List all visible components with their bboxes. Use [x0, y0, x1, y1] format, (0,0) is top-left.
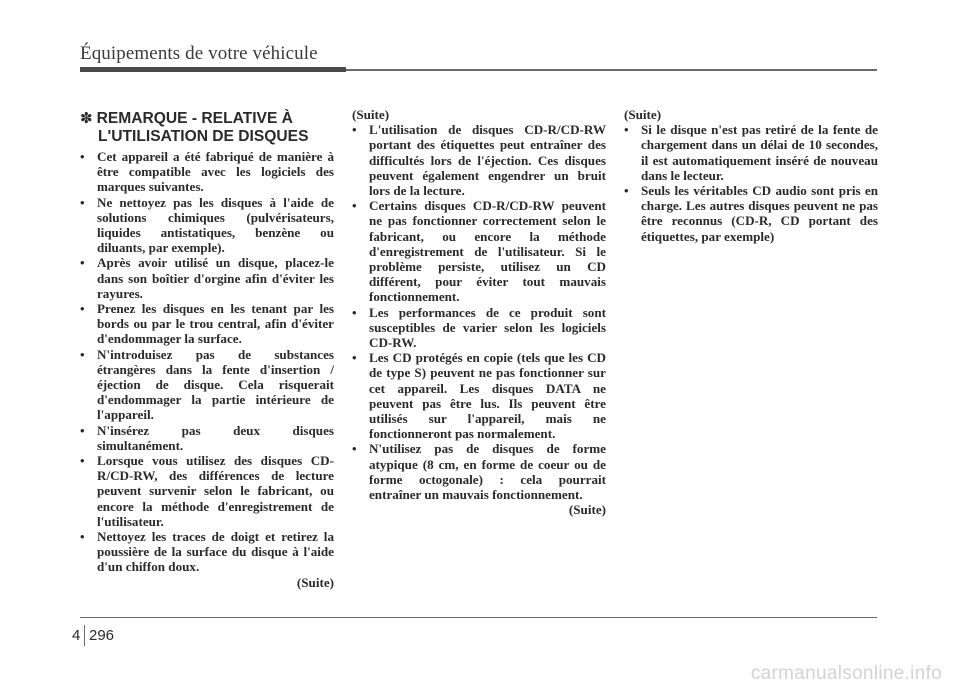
section-heading	[80, 110, 334, 146]
list-item	[80, 453, 334, 529]
list-item	[80, 255, 334, 301]
list-item-text: Seuls les véritables CD audio sont pris en charge. Les autres disques peuvent ne pas être reconnus (CD-R, CD portant des étiquettes, par exemple)	[641, 183, 878, 244]
heading-line-2: L'UTILISATION DE DISQUES	[98, 128, 309, 145]
list-item-text: Nettoyez les traces de doigt et retirez la poussière de la surface du disque à l'aide d'un chiffon doux.	[97, 529, 334, 575]
header-rule-thick	[80, 67, 346, 72]
list-item-text: N'introduisez pas de substances étrangères dans la fente d'insertion / éjection de disque. Cela risquerait d'endommager la partie intérieure de l'appareil.	[97, 346, 334, 423]
list-item-text: N'utilisez pas de disques de forme atypique (8 cm, en forme de coeur ou de forme octogonale) : cela pourrait entraîner un mauvais fonctionnement.	[369, 441, 606, 503]
list-item	[80, 423, 334, 453]
footer-page-number: 296	[89, 627, 115, 644]
footer-chapter-number: 4	[72, 627, 81, 644]
bullet-icon: •	[352, 441, 357, 457]
footer-divider	[84, 625, 85, 646]
list-item	[80, 529, 334, 575]
bullet-icon: •	[352, 350, 357, 366]
list-item-text: Après avoir utilisé un disque, placez-le dans son boîtier d'orgine afin d'éviter les rayures.	[97, 255, 334, 301]
list-item	[352, 198, 606, 304]
list-item	[624, 122, 878, 183]
continued-label: (Suite)	[568, 502, 606, 518]
list-item	[352, 350, 606, 441]
list-item	[352, 122, 606, 198]
list-item-text: Certains disques CD-R/CD-RW peuvent ne pas fonctionner correctement selon le fabricant, ou encore la méthode d'enregistrement de l'utilisateur. Si le problème persiste, utilisez un CD différent, pour éviter tout mauvais fonctionnement.	[369, 198, 606, 305]
list-item	[80, 195, 334, 256]
bullet-icon: •	[80, 149, 85, 164]
bullet-list	[80, 149, 334, 575]
bullet-icon: •	[624, 183, 629, 199]
continued-label: (Suite)	[296, 574, 334, 590]
header-title: Équipements de votre véhicule	[80, 43, 318, 64]
bullet-icon: •	[80, 194, 85, 210]
list-item-text: Prenez les disques en les tenant par les bords ou par le trou central, afin d'éviter d'endommager la surface.	[97, 301, 334, 347]
heading-line-1: REMARQUE - RELATIVE À	[96, 110, 293, 127]
list-item-text: N'insérez pas deux disques simultanément.	[97, 422, 334, 453]
header-rule-thin	[346, 69, 877, 71]
column-2	[352, 107, 606, 517]
list-item-text: Cet appareil a été fabriqué de manière à être compatible avec les logiciels des marques suivantes.	[97, 149, 334, 195]
list-item	[80, 149, 334, 195]
bullet-icon: •	[352, 198, 357, 214]
list-item-text: Les performances de ce produit sont susceptibles de varier selon les logiciels CD-RW.	[369, 304, 606, 351]
asterisk-icon: ✽	[80, 110, 93, 127]
list-item	[80, 301, 334, 347]
list-item-text: L'utilisation de disques CD-R/CD-RW portant des étiquettes peut entraîner des difficultés lors de l'éjection. Ces disques peuvent également engendrer un bruit lors de la lecture.	[369, 122, 606, 199]
bullet-list	[624, 122, 878, 244]
list-item-text: Ne nettoyez pas les disques à l'aide de solutions chimiques (pulvérisateurs, liquides antistatiques, benzène ou diluants, par exemple).	[97, 194, 334, 256]
list-item-text: Les CD protégés en copie (tels que les CD de type S) peuvent ne pas fonctionner sur cet appareil. Les disques DATA ne peuvent pas être lus. Ils peuvent être utilisés sur l'appareil, mais ne fonctionneront pas normalement.	[369, 350, 606, 442]
bullet-icon: •	[80, 346, 85, 362]
continued-intro: (Suite)	[352, 107, 390, 122]
bullet-icon: •	[80, 255, 85, 271]
list-item-text: Si le disque n'est pas retiré de la fente de chargement dans un délai de 10 secondes, il est automatiquement inséré de nouveau dans le lecteur.	[641, 122, 878, 183]
bullet-icon: •	[80, 301, 85, 317]
list-item	[624, 183, 878, 244]
bullet-icon: •	[80, 453, 85, 469]
list-item	[352, 441, 606, 502]
continued-intro: (Suite)	[624, 107, 662, 122]
bullet-icon: •	[80, 529, 85, 545]
column-1	[80, 107, 334, 590]
footer-rule	[80, 617, 877, 618]
column-3	[624, 107, 878, 244]
bullet-icon: •	[624, 122, 629, 138]
bullet-icon: •	[352, 304, 357, 320]
watermark: carmanualsonline.info	[750, 663, 942, 684]
bullet-icon: •	[80, 422, 85, 438]
bullet-icon: •	[352, 122, 357, 138]
list-item	[352, 305, 606, 351]
list-item	[80, 347, 334, 423]
list-item-text: Lorsque vous utilisez des disques CD-R/CD-RW, des différences de lecture peuvent survenir selon le fabricant, ou encore la méthode d'enregistrement de l'utilisateur.	[97, 453, 334, 529]
bullet-list	[352, 122, 606, 502]
